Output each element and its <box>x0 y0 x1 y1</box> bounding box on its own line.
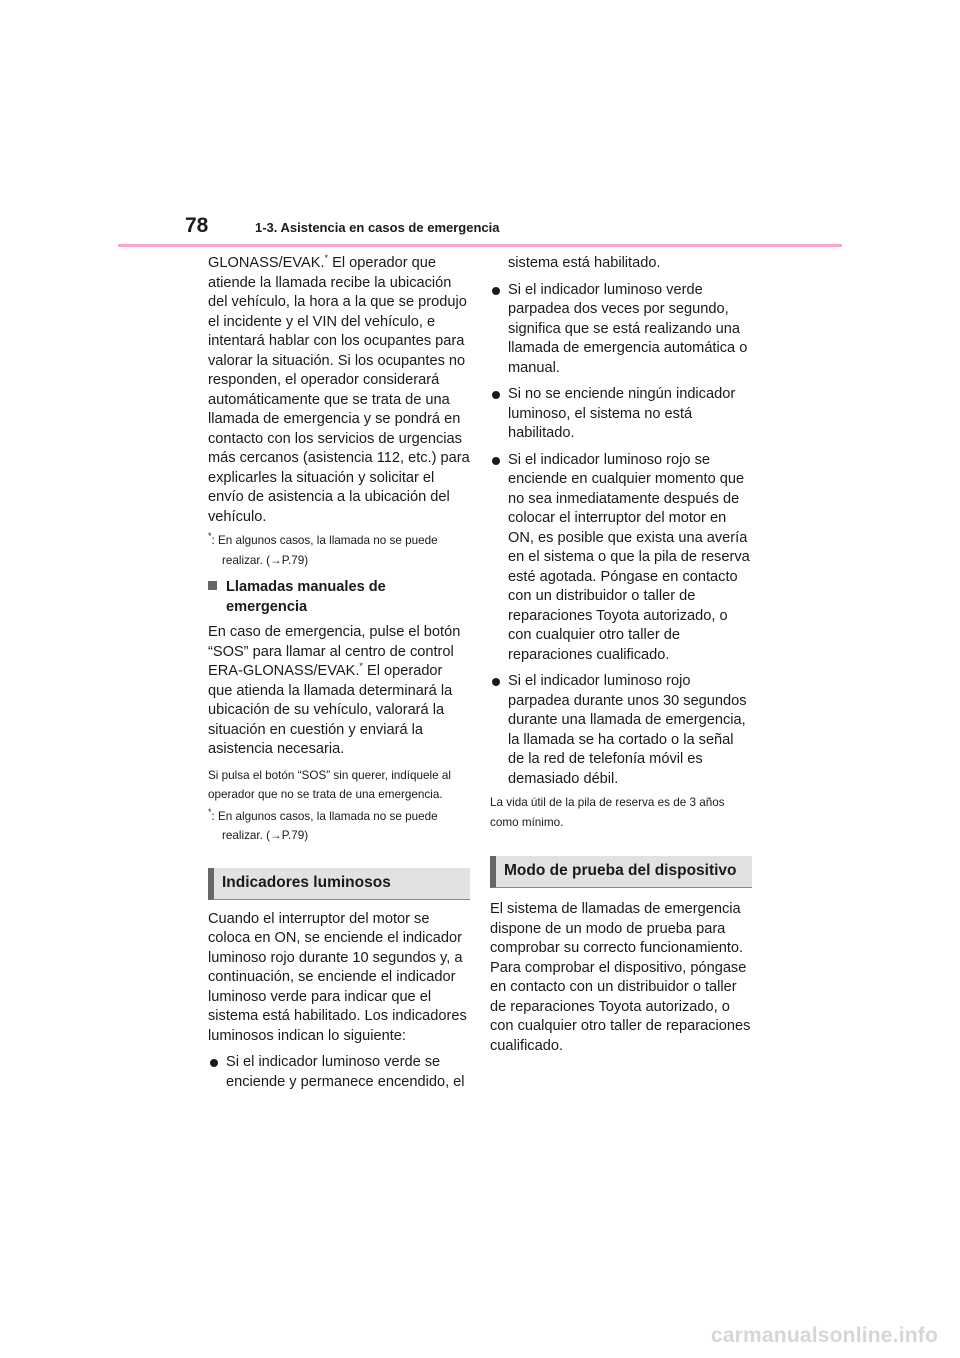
bullet-icon <box>492 287 500 295</box>
list-item: Si el indicador luminoso verde se enciende y permanece encendido, el <box>208 1053 470 1092</box>
watermark: carmanualsonline.info <box>710 1324 938 1347</box>
list-item: Si no se enciende ningún indicador luminoso, el sistema no está habilitado. <box>490 385 752 444</box>
note: La vida útil de la pila de reserva es de 3 años como mínimo. <box>490 796 725 829</box>
header-rule <box>118 244 842 247</box>
list-item: Si el indicador luminoso rojo se enciende en cualquier momento que no sea inmediatamente después de colocar el interruptor del motor en ON, es posible que exista una avería en el sistema o que la pila de reserva esté agotada. Póngase en contacto con un distribuidor o taller de reparaciones Toyota autorizado, o con cualquier otro taller de reparaciones cualificado. <box>490 451 752 666</box>
indicators-paragraph: Cuando el interruptor del motor se coloca en ON, se enciende el indicador luminoso rojo durante 10 segundos y, a continuación, se enciende el indicador luminoso verde para indicar que el sistema está habilitado. Los indicadores luminosos indican lo siguiente: <box>208 910 467 1044</box>
test-mode-paragraph: El sistema de llamadas de emergencia dispone de un modo de prueba para comprobar su correcto funcionamiento. Para comprobar el dispositivo, póngase en contacto con un distribuidor o taller de reparaciones Toyota autorizado, o con cualquier otro taller de reparaciones cualificado. <box>490 901 751 1054</box>
note: Si pulsa el botón “SOS” sin querer, indíquele al operador que no se trata de una emergencia. <box>208 768 451 801</box>
bullet-icon <box>492 678 500 686</box>
left-column <box>208 254 470 1092</box>
right-column <box>490 254 752 1056</box>
bullet-icon <box>492 457 500 465</box>
continued-text: sistema está habilitado. <box>508 255 661 271</box>
list-item: Si el indicador luminoso rojo parpadea durante unos 30 segundos durante una llamada de emergencia, la llamada se ha cortado o la señal de la red de telefonía móvil es demasiado débil. <box>490 672 752 789</box>
manual-calls-paragraph: En caso de emergencia, pulse el botón “SOS” para llamar al centro de control ERA-GLONASS/EVAK.* El operador que atienda la llamada determinará la ubicación de su vehículo, valorará la situación en cuestión y enviará la asistencia necesaria. <box>208 624 461 757</box>
footnote: *: En algunos casos, la llamada no se puede realizar. (→P.79) <box>208 531 438 567</box>
section-header-indicadores: Indicadores luminosos <box>208 868 470 900</box>
intro-paragraph: GLONASS/EVAK.* El operador que atiende la llamada recibe la ubicación del vehículo, la hora a la que se produjo el incidente y el VIN del vehículo, e intentará hablar con los ocupantes para valorar la situación. Si los ocupantes no responden, el operador considerará automáticamente que se trata de una llamada de emergencia y se pondrá en contacto con los servicios de urgencias más cercanos (asistencia 112, etc.) para explicarles la situación y solicitar el envío de asistencia a la ubicación del vehículo. <box>208 253 470 525</box>
list-item: Si el indicador luminoso verde parpadea dos veces por segundo, significa que se está realizando una llamada de emergencia automática o manual. <box>490 281 752 379</box>
square-bullet-icon <box>208 581 217 590</box>
section-header-modo-prueba: Modo de prueba del dispositivo <box>490 856 752 888</box>
subheading-manual-calls: Llamadas manuales de emergencia <box>208 578 470 617</box>
page-number: 78 <box>185 214 209 237</box>
bullet-icon <box>210 1059 218 1067</box>
section-title: 1-3. Asistencia en casos de emergencia <box>255 220 500 235</box>
footnote: *: En algunos casos, la llamada no se puede realizar. (→P.79) <box>208 806 438 842</box>
bullet-icon <box>492 391 500 399</box>
